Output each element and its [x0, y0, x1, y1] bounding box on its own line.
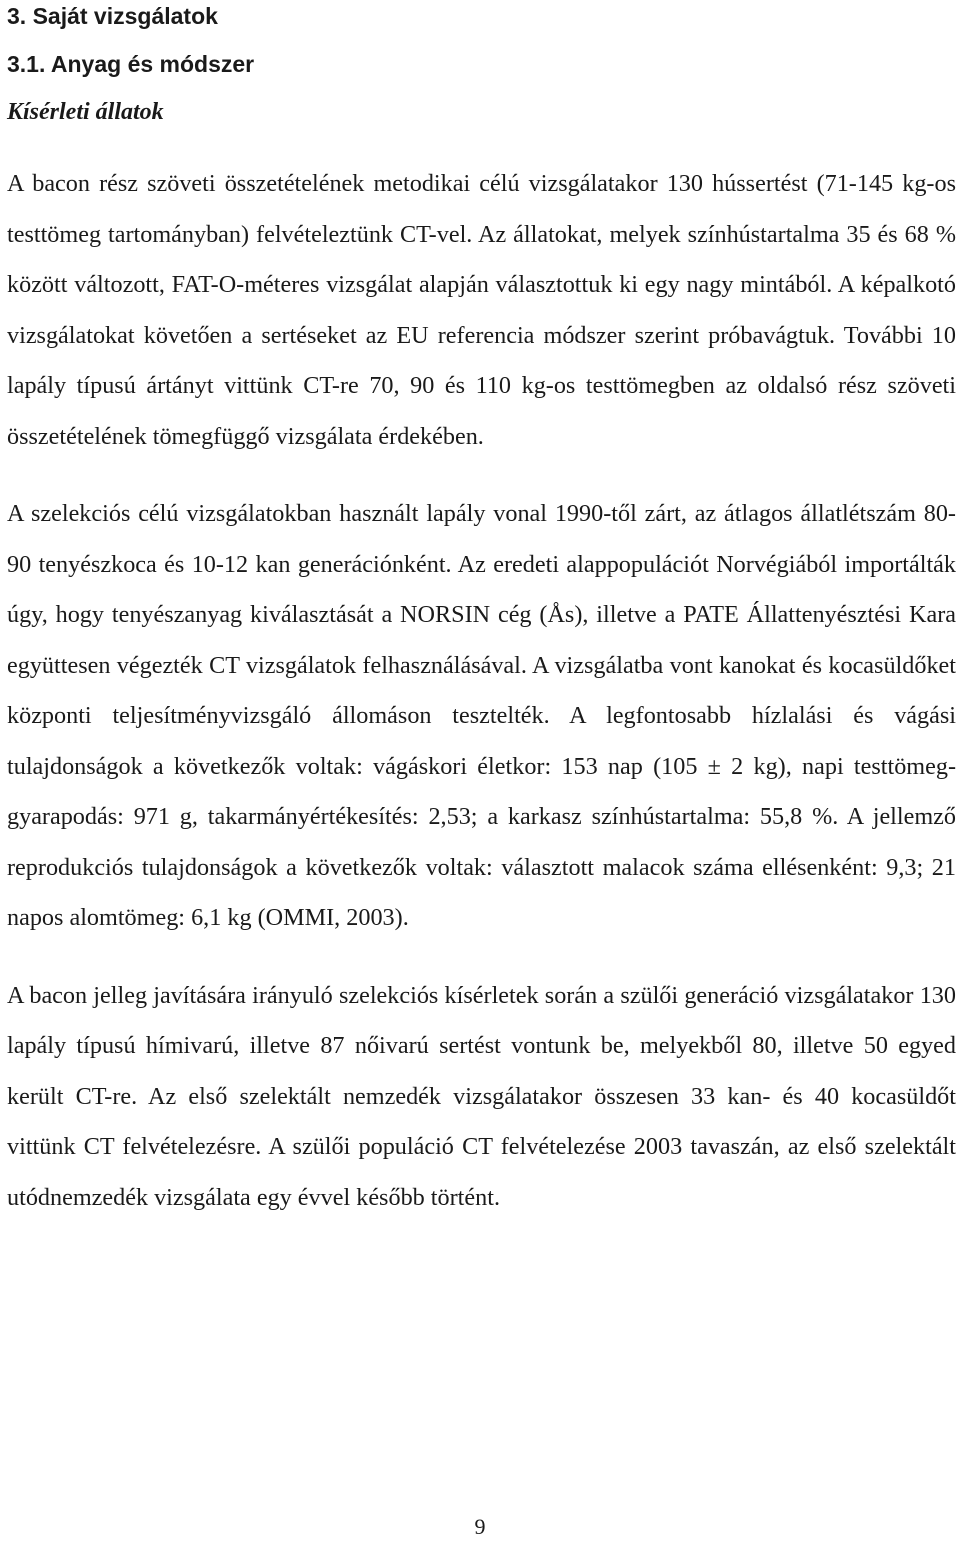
- subsection-heading: 3.1. Anyag és módszer: [7, 51, 255, 77]
- paragraph-selection-line: A szelekciós célú vizsgálatokban használt lapály vonal 1990-től zárt, az átlagos állatlétszám 80-90 tenyészkoca és 10-12 kan generációnként. Az eredeti alappopulációt Norvégiából importálták úgy, hogy tenyészanyag kiválasztását a NORSIN cég (Ås), illetve a PATE Állattenyésztési Kara együttesen végezték CT vizsgálatok felhasználásával. A vizsgálatba vont kanokat és kocasüldőket központi teljesítményvizsgáló állomáson tesztelték. A legfontosabb hízlalási és vágási tulajdonságok a következők voltak: vágáskori életkor: 153 nap (105 ± 2 kg), napi testtömeg-gyarapodás: 971 g, takarmányértékesítés: 2,53; a karkasz színhústartalma: 55,8 %. A jellemző reprodukciós tulajdonságok a következők voltak: választott malacok száma ellésenként: 9,3; 21 napos alomtömeg: 6,1 kg (OMMI, 2003).: [7, 500, 956, 931]
- subsubsection-heading: Kísérleti állatok: [7, 99, 164, 125]
- section-heading: 3. Saját vizsgálatok: [7, 3, 218, 29]
- page-number: 9: [474, 1514, 486, 1539]
- paragraph-experimental-animals: A bacon rész szöveti összetételének metodikai célú vizsgálatakor 130 hússertést (71-145 kg-os testtömeg tartományban) felvételeztünk CT-vel. Az állatokat, melyek színhústartalma 35 és 68 % között változott, FAT-O-méteres vizsgálat alapján választottuk ki egy nagy mintából. A képalkotó vizsgálatokat követően a sertéseket az EU referencia módszer szerint próbavágtuk. További 10 lapály típusú ártányt vittünk CT-re 70, 90 és 110 kg-os testtömegben az oldalsó rész szöveti összetételének tömegfüggő vizsgálata érdekében.: [7, 170, 956, 450]
- paragraph-bacon-selection: A bacon jelleg javítására irányuló szelekciós kísérletek során a szülői generáció vizsgálatakor 130 lapály típusú hímivarú, illetve 87 nőivarú sertést vontunk be, melyekből 80, illetve 50 egyed került CT-re. Az első szelektált nemzedék vizsgálatakor összesen 33 kan- és 40 kocasüldőt vittünk CT felvételezésre. A szülői populáció CT felvételezése 2003 tavaszán, az első szelektált utódnemzedék vizsgálata egy évvel később történt.: [7, 981, 956, 1211]
- document-page: [7, 0, 956, 1223]
